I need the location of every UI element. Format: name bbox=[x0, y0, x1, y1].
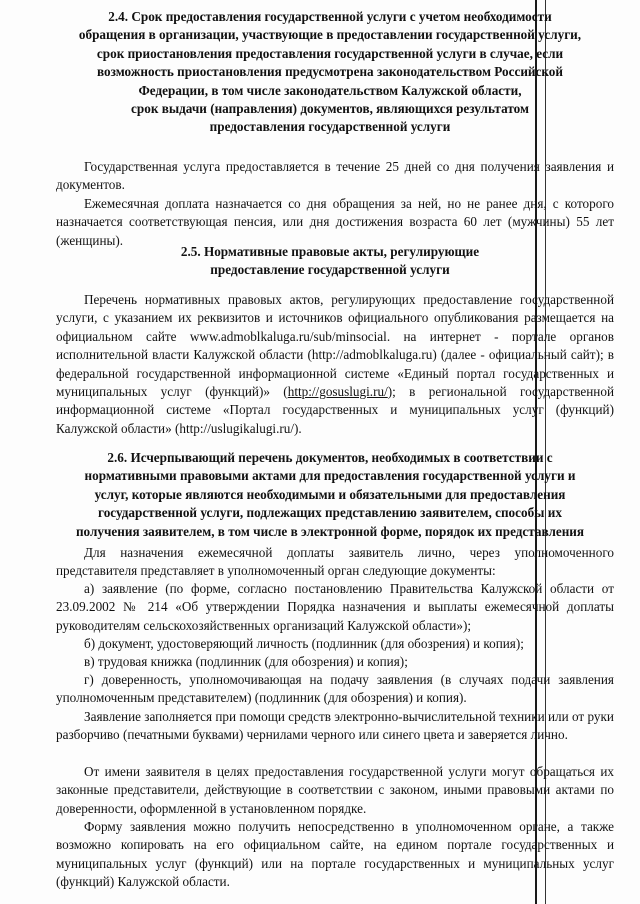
section-2-6-paragraph: Форму заявления можно получить непосредственно в уполномоченном органе, а также возможно копировать на его официальном сайте, на едином портале государственных и муниципальных услуг (функций) или на портале государственных и муниципальных услуг (функций) Калужской области. bbox=[56, 819, 614, 890]
section-2-4-paragraph: Ежемесячная доплата назначается со дня обращения за ней, но не ранее дня, с которого назначается соответствующая пенсия, или дня достижения возраста 60 лет (мужчины) 55 лет (женщины). bbox=[56, 196, 614, 248]
section-2-6-intro: Для назначения ежемесячной доплаты заявитель лично, через уполномоченного представителя представляет в уполномоченный орган следующие документы: bbox=[56, 545, 614, 579]
section-2-4-heading: 2.4. Срок предоставления государственной услуги с учетом необходимости обращения в организации, участвующие в предоставлении государственной услуги, срок приостановления предоставления государственной услуги в случае, если возможность приостановления предусмотрена законодательством Российской Федерации, в том числе законодательством Калужской области, срок выдачи (направления) документов, являющихся результатом предоставления государственной услуги bbox=[78, 9, 582, 135]
section-2-5-heading: 2.5. Нормативные правовые акты, регулирующие предоставление государственной услуги bbox=[180, 244, 480, 278]
section-2-5-paragraph bbox=[56, 291, 614, 438]
section-2-4-paragraph: Государственная услуга предоставляется в течение 25 дней со дня получения заявления и документов. bbox=[56, 159, 614, 193]
section-2-5-text: ); в региональной государственной информационной системе «Портал государственных и муниципальных услуг (функций) Калужской области» (http://uslugikalugi.ru/). bbox=[56, 384, 614, 436]
gosuslugi-link[interactable]: http://gosuslugi.ru/ bbox=[287, 384, 388, 400]
document-list-item-g: г) доверенность, уполномочивающая на подачу заявления (в случаях подачи заявления уполномоченным представителем) (подлинник (для обозрения) и копия). bbox=[56, 672, 614, 706]
document-list-item-v: в) трудовая книжка (подлинник (для обозрения) и копия); bbox=[84, 654, 408, 669]
section-2-5-text: Перечень нормативных правовых актов, регулирующих предоставление государственной услуги, с указанием их реквизитов и источников официального опубликования размещается на официальном сайте www.admoblkaluga.ru/sub/minsocial. на интернет - портале органов исполнительной власти Калужской области (http://admoblkaluga.ru) (далее - официальный сайт); в федеральной государственной информационной системе «Единый портал государственных и муниципальных услуг (функций)» ( bbox=[56, 292, 614, 400]
section-2-6-paragraph: Заявление заполняется при помощи средств электронно-вычислительной техники или от руки разборчиво (печатными буквами) чернилами черного или синего цвета и заверяется лично. bbox=[56, 709, 614, 743]
document-list-item-a: а) заявление (по форме, согласно постановлению Правительства Калужской области от 23.09.2002 № 214 «Об утверждении Порядка назначения и выплаты ежемесячной доплаты руководителям сельскохозяйственных организаций Калужской области»); bbox=[56, 581, 614, 633]
section-2-6-heading: 2.6. Исчерпывающий перечень документов, необходимых в соответствии с нормативными правовыми актами для предоставления государственной услуги и услуг, которые являются необходимыми и обязательными для предоставления государственной услуги, подлежащих представлению заявителем, способы их получения заявителем, в том числе в электронной форме, порядок их представления bbox=[75, 450, 585, 539]
document-list-item-b: б) документ, удостоверяющий личность (подлинник (для обозрения) и копия); bbox=[84, 636, 524, 651]
section-2-6-paragraph: От имени заявителя в целях предоставления государственной услуги могут обращаться их законные представители, действующие в соответствии с законом, иными правовыми актами по доверенности, оформленной в установленном порядке. bbox=[56, 764, 614, 816]
